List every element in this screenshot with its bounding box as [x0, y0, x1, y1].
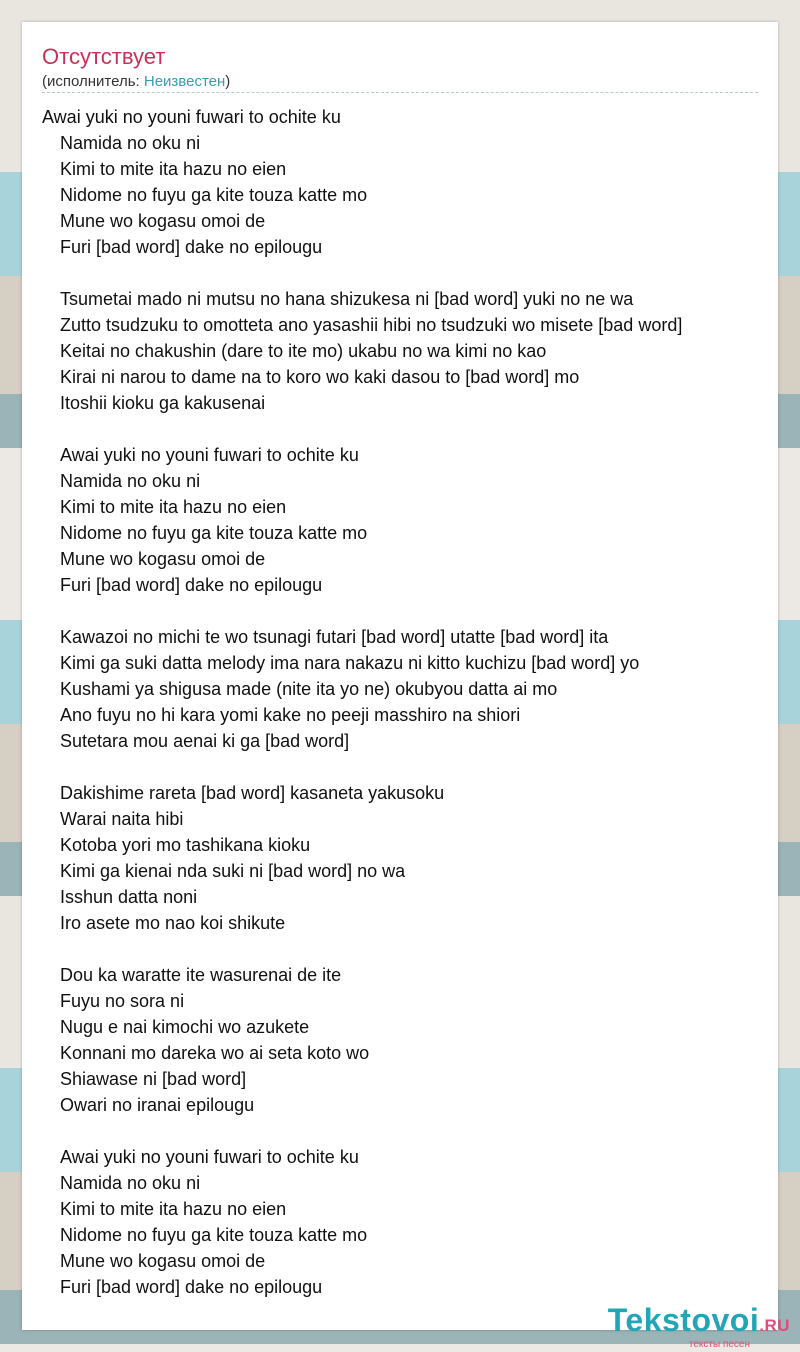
lyric-line: Keitai no chakushin (dare to ite mo) ukabu no wa kimi no kao — [60, 341, 547, 361]
lyric-line: Awai yuki no youni fuwari to ochite ku — [42, 107, 341, 127]
song-title: Отсутствует — [42, 44, 166, 69]
lyric-line: Kimi ga kienai nda suki ni [bad word] no wa — [60, 861, 406, 881]
lyric-line — [42, 1118, 772, 1144]
lyric-line: Fuyu no sora ni — [60, 991, 185, 1011]
lyric-line: Owari no iranai epilougu — [60, 1095, 255, 1115]
lyric-line: Ano fuyu no hi kara yomi kake no peeji masshiro na shiori — [60, 705, 521, 725]
logo-name: Tekstovoi — [607, 1302, 760, 1338]
lyric-line: Namida no oku ni — [60, 1173, 201, 1193]
artist-suffix: ) — [225, 73, 231, 90]
logo-tagline: тексты песен — [688, 1339, 750, 1350]
artist-line — [42, 72, 230, 92]
lyric-line: Awai yuki no youni fuwari to ochite ku — [60, 1147, 359, 1167]
lyric-line: Mune wo kogasu omoi de — [60, 211, 266, 231]
lyric-line: Sutetara mou aenai ki ga [bad word] — [60, 731, 350, 751]
lyric-line: Kimi to mite ita hazu no eien — [60, 497, 287, 517]
lyric-line: Furi [bad word] dake no epilougu — [60, 237, 323, 257]
lyric-line: Namida no oku ni — [60, 133, 201, 153]
logo-tld: .RU — [759, 1316, 790, 1335]
lyrics-card — [22, 22, 778, 1330]
lyric-line: Kushami ya shigusa made (nite ita yo ne) okubyou datta ai mo — [60, 679, 558, 699]
lyric-line: Konnani mo dareka wo ai seta koto wo — [60, 1043, 370, 1063]
lyric-line: Nidome no fuyu ga kite touza katte mo — [60, 185, 368, 205]
lyric-line: Kotoba yori mo tashikana kioku — [60, 835, 311, 855]
lyric-line: Mune wo kogasu omoi de — [60, 1251, 266, 1271]
lyrics-text — [42, 104, 772, 1300]
lyric-line: Mune wo kogasu omoi de — [60, 549, 266, 569]
lyric-line — [42, 754, 772, 780]
lyric-line: Furi [bad word] dake no epilougu — [60, 1277, 323, 1297]
lyric-line: Kawazoi no michi te wo tsunagi futari [bad word] utatte [bad word] ita — [60, 627, 609, 647]
lyric-line: Kimi ga suki datta melody ima nara nakazu ni kitto kuchizu [bad word] yo — [60, 653, 640, 673]
lyric-line: Kirai ni narou to dame na to koro wo kaki dasou to [bad word] mo — [60, 367, 580, 387]
lyric-line: Itoshii kioku ga kakusenai — [60, 393, 266, 413]
site-logo[interactable] — [608, 1303, 790, 1350]
lyric-line — [42, 416, 772, 442]
title-divider — [42, 92, 758, 93]
lyric-line: Isshun datta noni — [60, 887, 198, 907]
lyric-line — [42, 598, 772, 624]
lyric-line: Kimi to mite ita hazu no eien — [60, 1199, 287, 1219]
lyric-line: Furi [bad word] dake no epilougu — [60, 575, 323, 595]
lyric-line: Dakishime rareta [bad word] kasaneta yakusoku — [60, 783, 445, 803]
lyric-line: Dou ka waratte ite wasurenai de ite — [60, 965, 342, 985]
lyric-line: Iro asete mo nao koi shikute — [60, 913, 286, 933]
lyric-line: Shiawase ni [bad word] — [60, 1069, 247, 1089]
lyric-line: Tsumetai mado ni mutsu no hana shizukesa ni [bad word] yuki no ne wa — [60, 289, 634, 309]
lyric-line: Namida no oku ni — [60, 471, 201, 491]
lyric-line: Awai yuki no youni fuwari to ochite ku — [60, 445, 359, 465]
lyric-line: Nugu e nai kimochi wo azukete — [60, 1017, 310, 1037]
lyric-line: Kimi to mite ita hazu no eien — [60, 159, 287, 179]
lyric-line — [42, 260, 772, 286]
artist-link[interactable]: Неизвестен — [143, 73, 226, 90]
lyric-line — [42, 936, 772, 962]
artist-prefix: (исполнитель: — [42, 73, 144, 90]
lyric-line: Zutto tsudzuku to omotteta ano yasashii hibi no tsudzuki wo misete [bad word] — [60, 315, 683, 335]
lyric-line: Warai naita hibi — [60, 809, 184, 829]
lyric-line: Nidome no fuyu ga kite touza katte mo — [60, 523, 368, 543]
lyric-line: Nidome no fuyu ga kite touza katte mo — [60, 1225, 368, 1245]
